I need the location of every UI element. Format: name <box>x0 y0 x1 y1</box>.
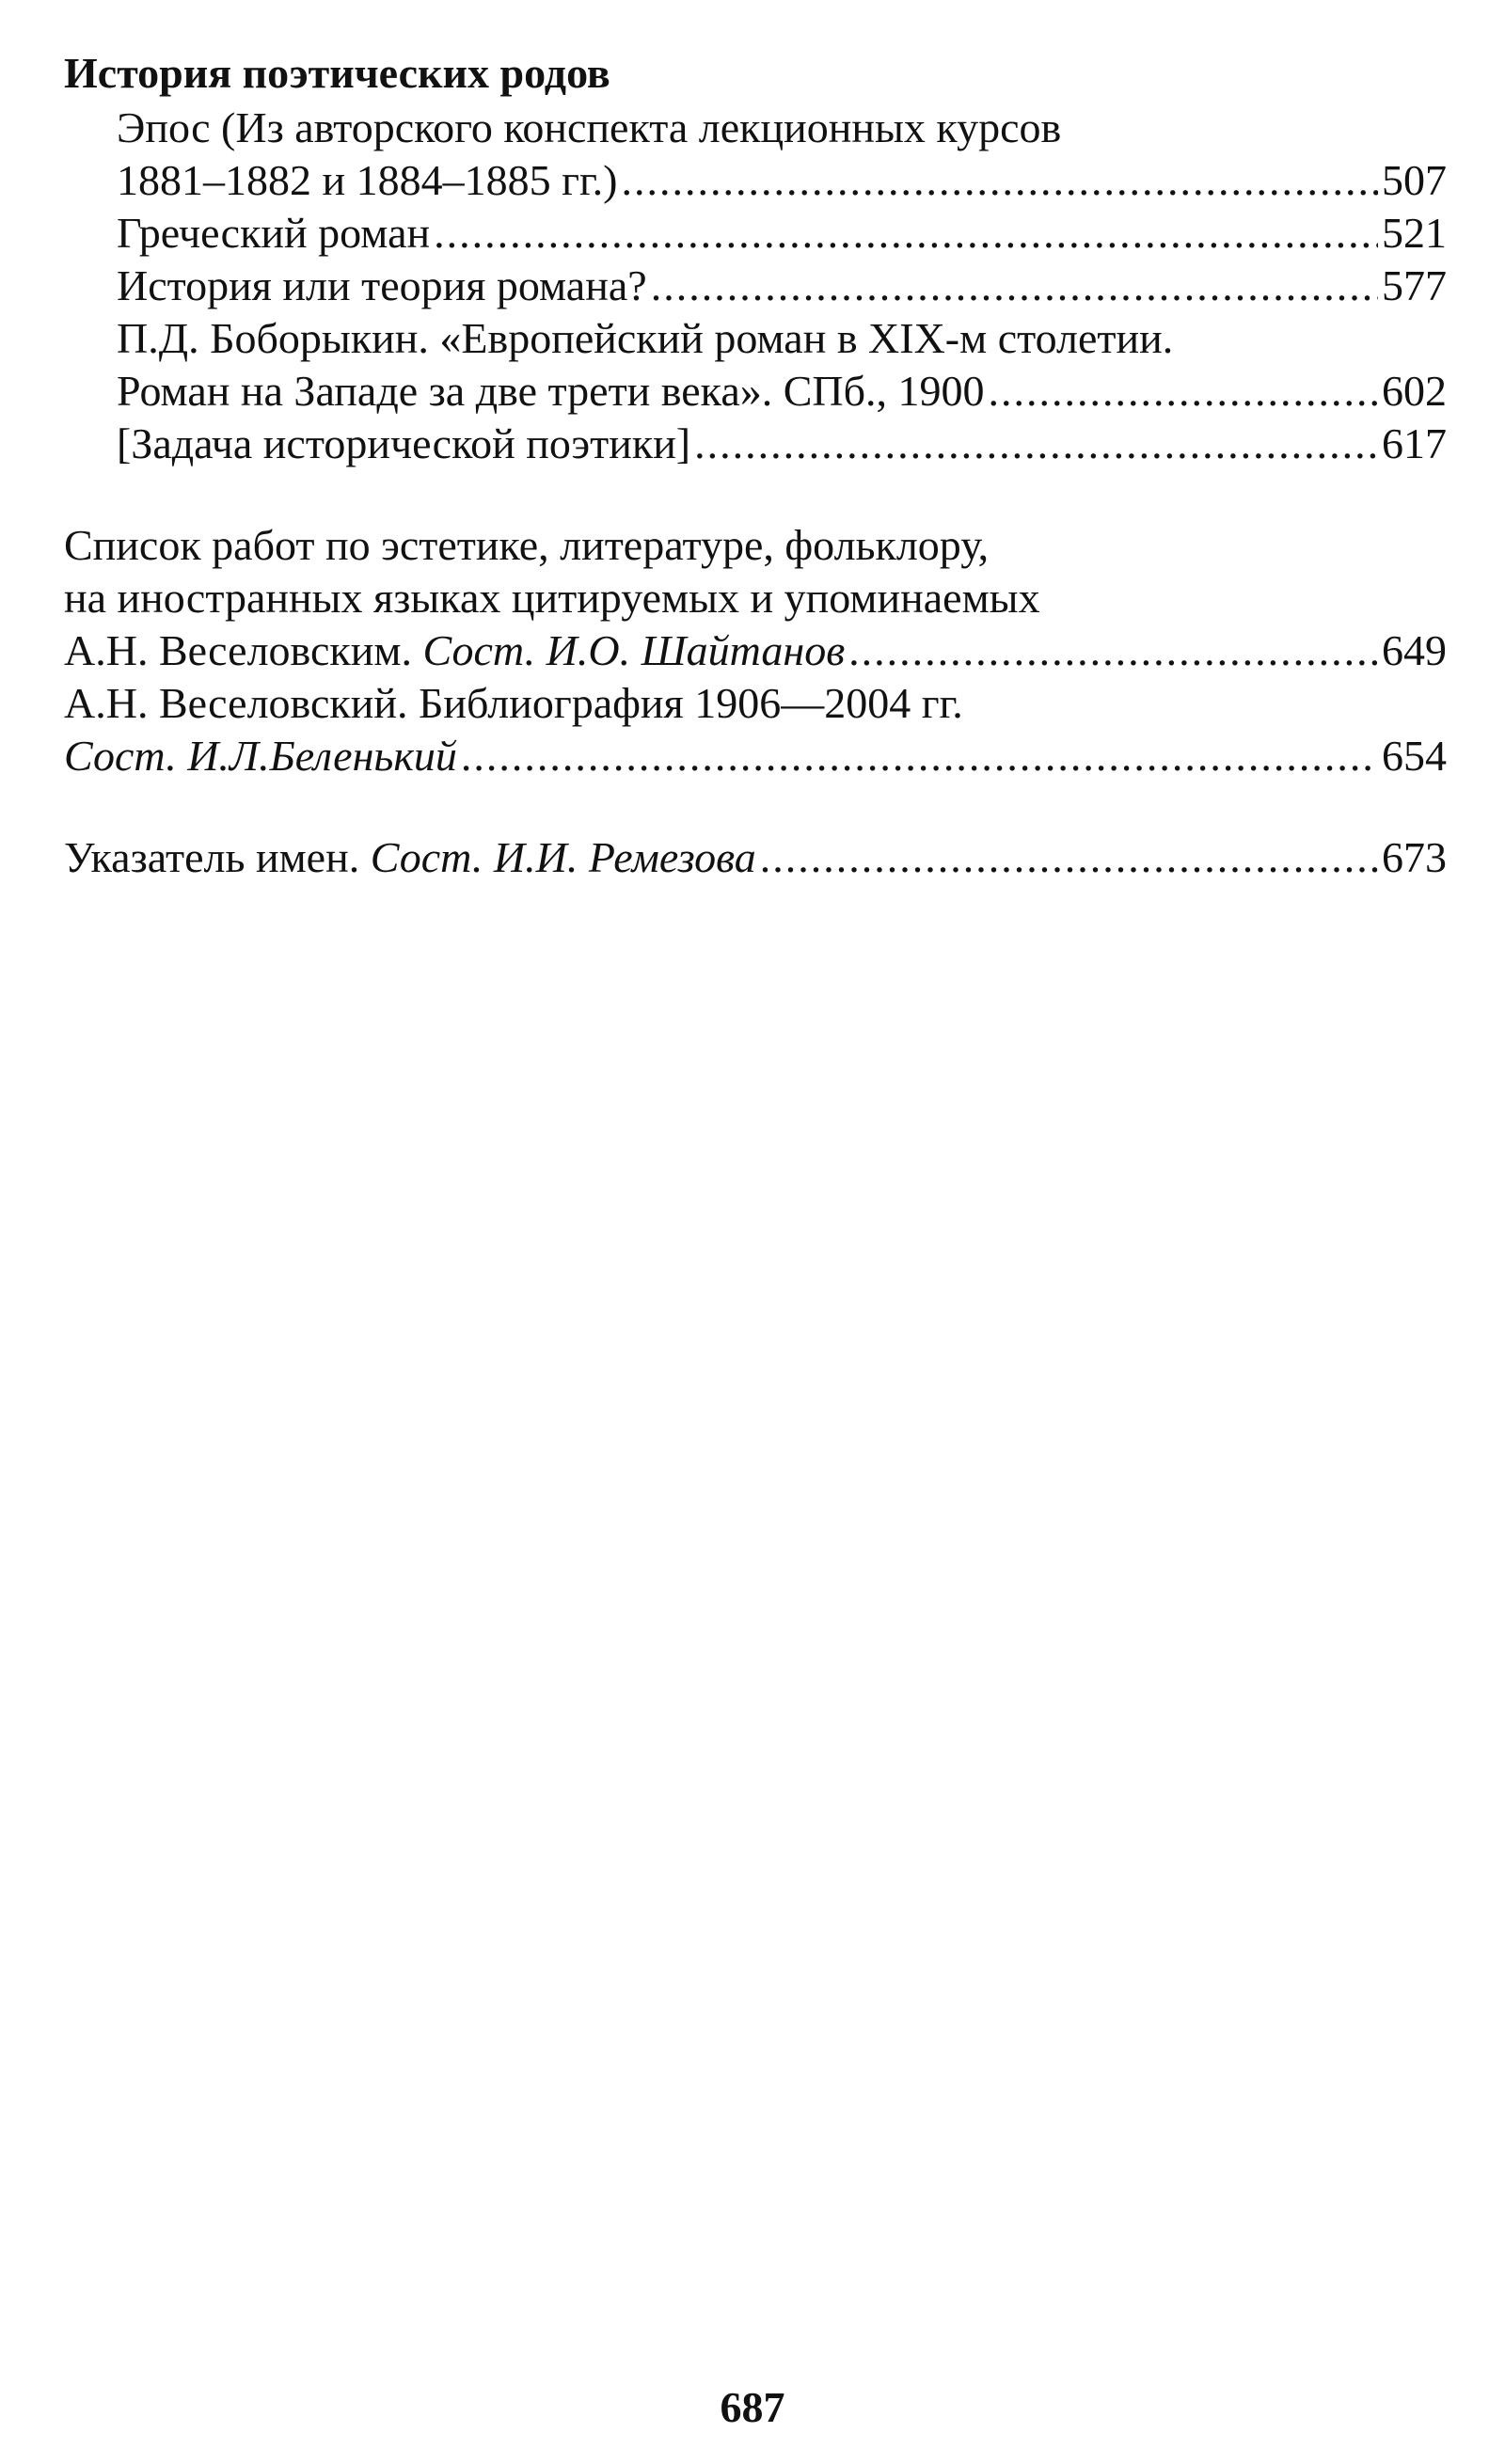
toc-entry-line: Эпос (Из авторского конспекта лекционных курсов <box>117 103 1062 151</box>
dot-leader <box>621 154 1378 207</box>
toc-entry-historical-poetics <box>64 418 1447 470</box>
section-heading: История поэтических родов <box>64 49 610 97</box>
toc-entry-history-or-theory <box>64 260 1447 312</box>
toc-entry-title: 1881–1882 и 1884–1885 гг.) <box>117 156 618 204</box>
toc-entry-line: Список работ по эстетике, литературе, фольклору, <box>64 521 990 569</box>
dot-leader <box>461 730 1378 782</box>
toc-page-number: 602 <box>1382 367 1447 415</box>
table-of-contents <box>64 45 1447 884</box>
toc-entry-name-index <box>64 831 1447 884</box>
toc-entry-boborykin <box>64 312 1447 418</box>
dot-leader <box>989 365 1378 418</box>
toc-entry-title: А.Н. Веселовским. <box>64 626 412 674</box>
toc-page-number: 617 <box>1382 419 1447 467</box>
dot-leader <box>848 624 1378 677</box>
toc-page-number: 521 <box>1382 209 1447 257</box>
toc-entry-line: на иностранных языках цитируемых и упоминаемых <box>64 574 1040 622</box>
toc-page-number: 577 <box>1382 261 1447 309</box>
toc-entry-title: История или теория романа? <box>117 261 647 309</box>
dot-leader <box>694 418 1378 470</box>
toc-entry-title: Роман на Западе за две трети века». СПб., 1900 <box>117 367 985 415</box>
toc-entry-title: [Задача исторической поэтики] <box>117 419 691 467</box>
dot-leader <box>760 831 1378 884</box>
toc-entry-compiler: Сост. И.О. Шайтанов <box>422 626 846 674</box>
toc-page-number: 673 <box>1382 833 1447 881</box>
dot-leader <box>651 260 1378 312</box>
toc-page-number: 654 <box>1382 732 1447 780</box>
toc-entry-compiler: Сост. И.И. Ремезова <box>370 833 756 881</box>
toc-entry-bibliography <box>64 677 1447 782</box>
toc-entry-title: Указатель имен. <box>64 833 360 881</box>
toc-entry-line: А.Н. Веселовский. Библиография 1906—2004 гг. <box>64 679 963 727</box>
toc-entry-greek-novel <box>64 207 1447 260</box>
dot-leader <box>434 207 1378 260</box>
toc-entry-compiler: Сост. И.Л.Беленький <box>64 732 457 780</box>
toc-entry-works-list <box>64 519 1447 677</box>
toc-entry-line: П.Д. Боборыкин. «Европейский роман в XIX-м столетии. <box>117 314 1174 362</box>
toc-entry-epos <box>64 102 1447 207</box>
toc-entry-title: Греческий роман <box>117 209 431 257</box>
page-number: 687 <box>720 2383 785 2431</box>
toc-page-number: 649 <box>1382 626 1447 674</box>
toc-page-number: 507 <box>1382 156 1447 204</box>
